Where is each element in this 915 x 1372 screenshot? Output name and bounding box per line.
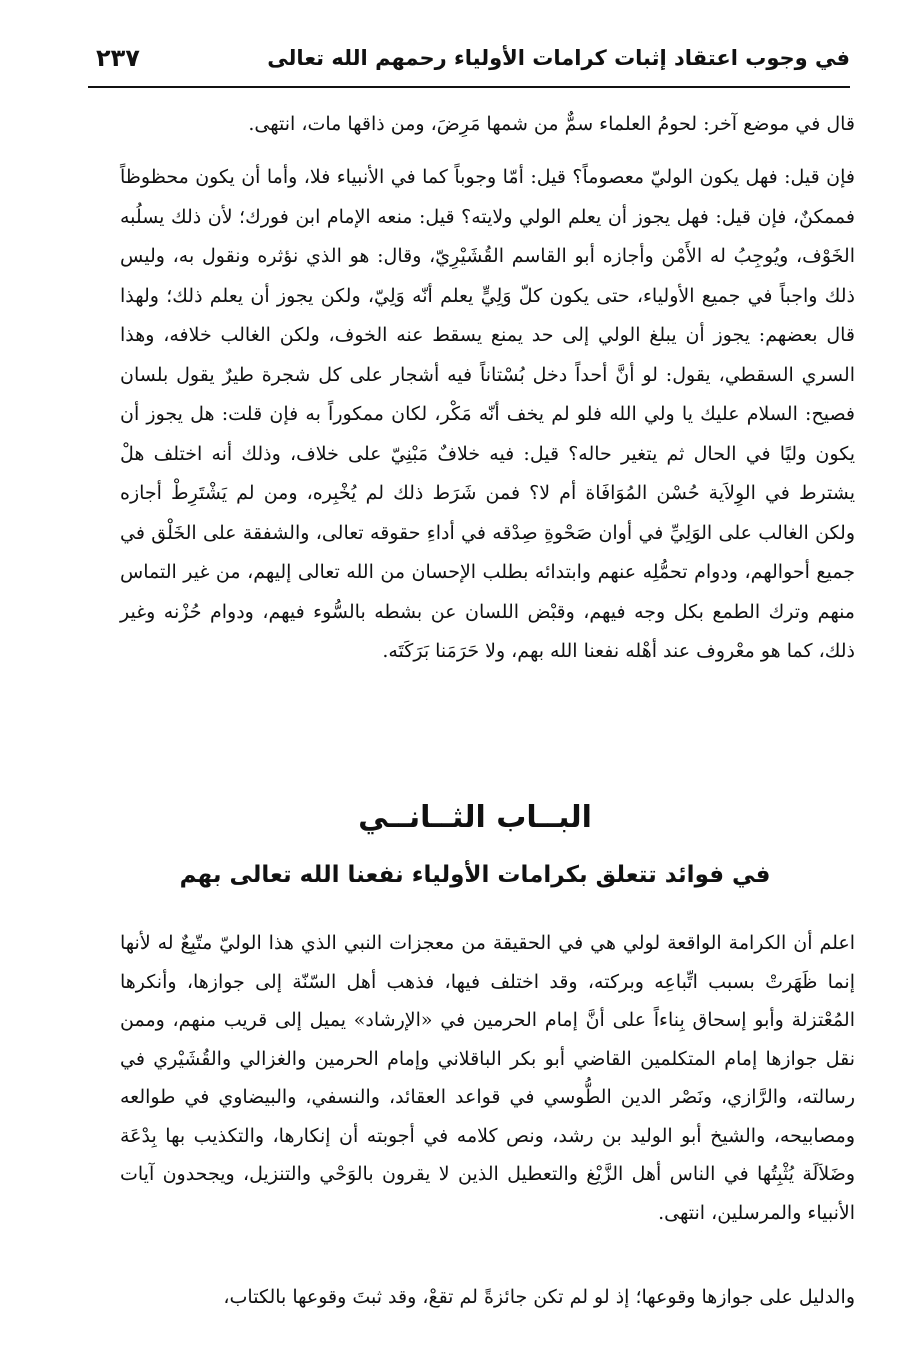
page-header: [88, 40, 850, 84]
page-number: ٢٣٧: [96, 44, 140, 72]
paragraph-proof: والدليل على جوازها وقوعها؛ إذ لو لم تكن جائزةً لم تقعْ، وقد ثبتَ وقوعها بالكتاب،: [223, 1286, 855, 1308]
header-divider: [88, 86, 850, 88]
paragraph-question: فإن قيل: فهل يكون الوليّ معصوماً؟ قيل: أمّا وجوباً كما في الأنبياء فلا، وأما أن يكون محظوظاً فممكنٌ، فإن قيل: فهل يجوز أن يعلم الولي ولايته؟ قيل: منعه الإمام ابن فورك؛ لأن ذلك يسلُبه الخَوْف، ويُوجِبُ له الأَمْن وأجازه أبو القاسم القُشَيْرِيّ، وقال: هو الذي نؤثره ونقول به، وليس ذلك واجباً في جميع الأولياء، حتى يكون كلّ وَلِيٍّ يعلم أنّه وَلِيّ، ولكن يجوز أن يعلم ذلك؛ ولهذا قال بعضهم: يجوز أن يبلغ الولي إلى حد يمنع يسقط عنه الخوف، ولكن الغالب خلافه، وهذا السري السقطي، يقول: لو أنَّ أحداً دخل بُسْتاناً فيه أشجار على كل شجرة طيرٌ يقول بلسان فصيح: السلام عليك يا ولي الله فلو لم يخف أنّه مَكْر، لكان ممكوراً به فإن قلت: هل يجوز أن يكون وليًا في الحال ثم يتغير حاله؟ قيل: فيه خلافٌ مَبْنِيّ على خلاف، وذلك أنه اختلف هلْ يشترط في الوِلاَية حُسْن المُوَافَاة أم لا؟ فمن شَرَط ذلك لم يُخْبِره، ومن لم يَشْتَرِطْ أجازه ولكن الغالب على الوَلِيِّ في أوان صَحْوةِ صِدْقه في أداءِ حقوقه تعالى، والشفقة على الخَلْق في جميع أحوالهم، ودوام تحمُّلِه عنهم وابتدائه بطلب الإحسان من الله تعالى إليهم، من غير التماس منهم وترك الطمع بكل وجه فيهم، وقبْض اللسان عن بشطه بالسُّوء فيهم، ودوام حُزْنه وغير ذلك، كما هو معْروف عند أهْله نفعنا الله بهم، ولا حَرَمَنا بَرَكَتَه.: [120, 166, 855, 662]
running-title: في وجوب اعتقاد إثبات كرامات الأولياء رحمهم الله تعالى: [267, 46, 850, 70]
paragraph-intro-note: قال في موضع آخر: لحومُ العلماء سمٌّ من شمها مَرِضَ، ومن ذاقها مات، انتهى.: [248, 113, 855, 135]
paragraph-body: اعلم أن الكرامة الواقعة لولي هي في الحقيقة من معجزات النبي الذي هذا الوليّ متّبِعٌ له لأنها إنما ظَهَرتْ بسبب اتِّباعِه وبركته، وقد اختلف فيها، فذهب أهل السّنّة إلى جوازها، وأنكرها المُعْتزلة وأبو إسحاق بِناءاً على أنَّ إمام الحرمين في «الإرشاد» يميل إلى قريب منهم، وممن نقل جوازها إمام المتكلمين القاضي أبو بكر الباقلاني وإمام الحرمين والغزالي والقُشَيْري في رسالته، والرَّازي، ونَصْر الدين الطُّوسي في قواعد العقائد، والنسفي، والبيضاوي في طوالعه ومصابيحه، والشيخ أبو الوليد بن رشد، ونص كلامه في أجوبته أن إنكارها، والتكذيب بها بِدْعَة وضَلاَلَة يُثْبِتُها في الناس أهل الزَّيْغ والتعطيل الذين لا يقرون بالوَحْي والتنزيل، ويجحدون آيات الأنبياء والمرسلين، انتهى.: [120, 932, 855, 1224]
chapter-subtitle: في فوائد تتعلق بكرامات الأولياء نفعنا الله تعالى بهم: [179, 862, 771, 888]
chapter-title: البــاب الثــانــي: [358, 800, 592, 835]
